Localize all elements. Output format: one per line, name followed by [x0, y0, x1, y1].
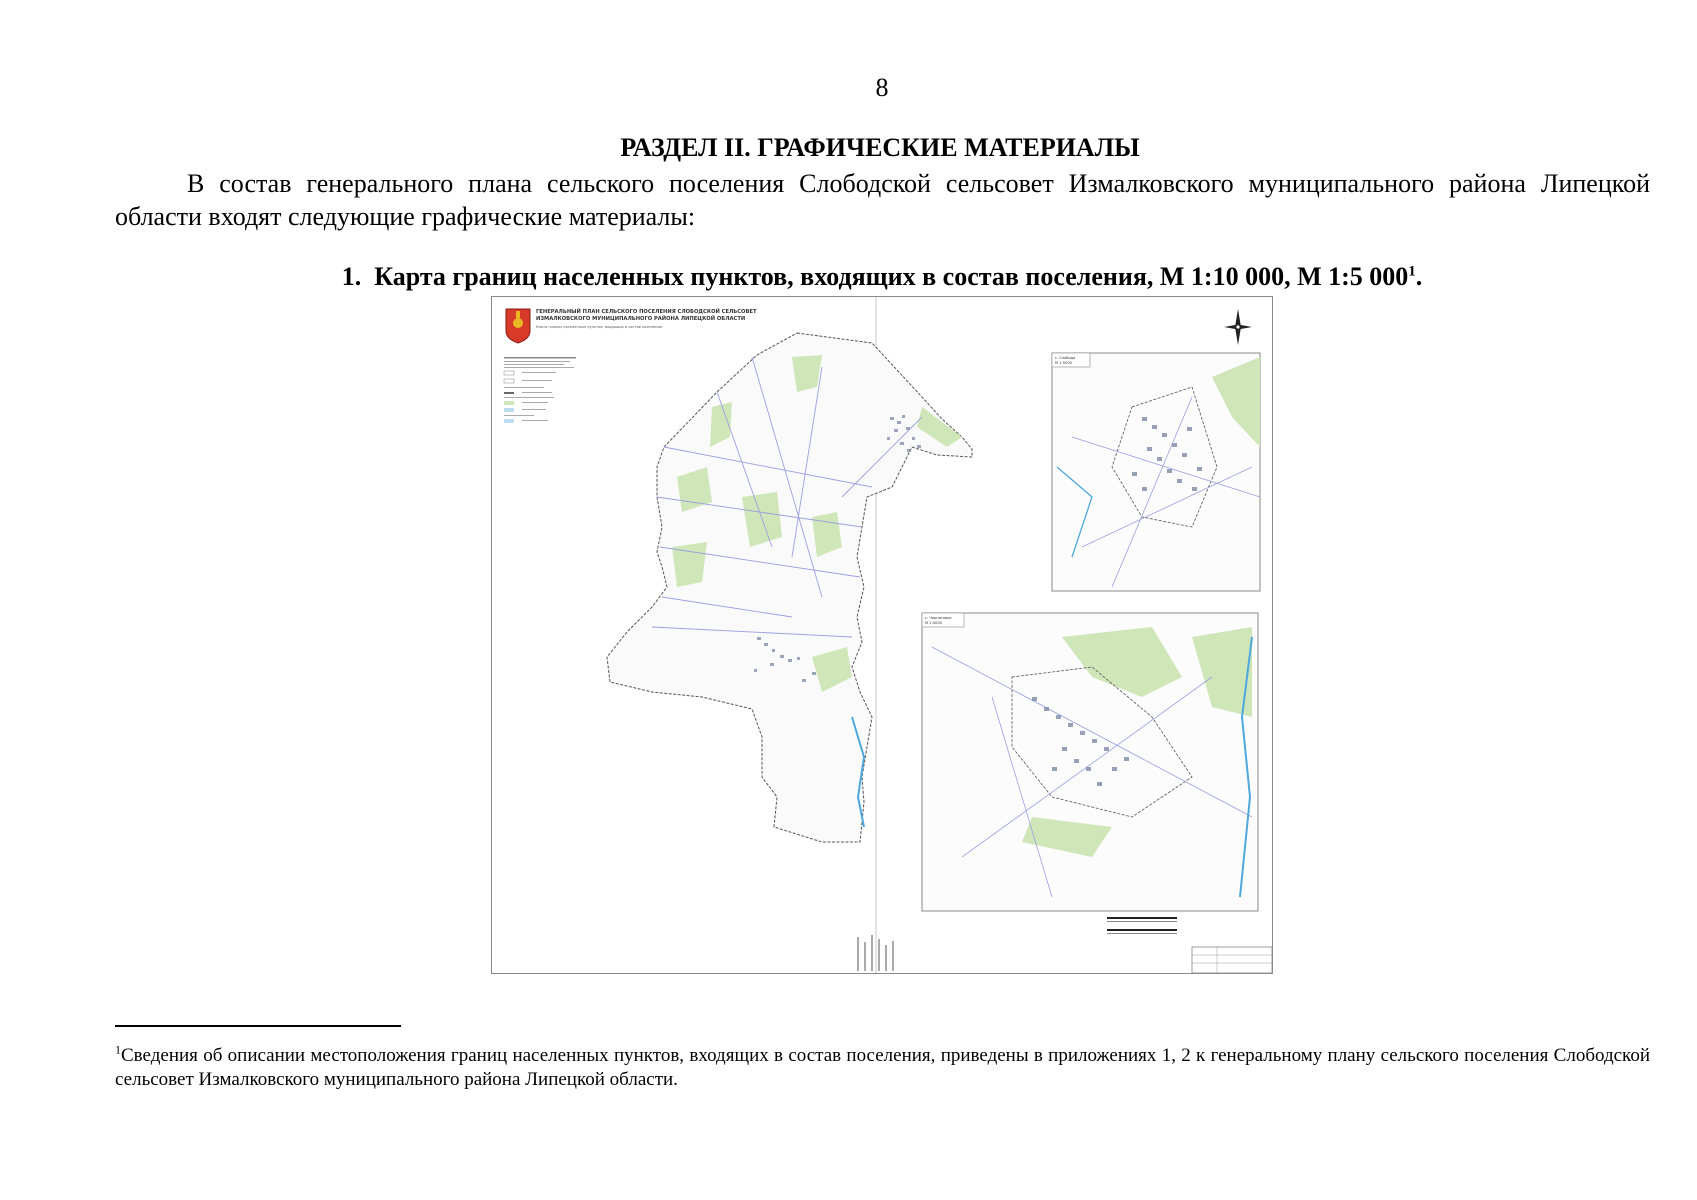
map-title-line2: ИЗМАЛКОВСКОГО МУНИЦИПАЛЬНОГО РАЙОНА ЛИПЕЦКОЙ ОБЛАСТИ: [536, 316, 746, 322]
inset-bottom-scale: М 1:5000: [925, 621, 942, 625]
emblem-icon: [506, 309, 530, 343]
map-legend: [504, 357, 576, 423]
footnote-marker: 1: [115, 1042, 121, 1057]
list-item-number: 1.: [341, 262, 362, 291]
inset-top-label: с. Слобода: [1055, 356, 1076, 360]
list-item-text: Карта границ населенных пунктов, входящих в состав поселения, М 1:10 000, М 1:5 000: [374, 262, 1409, 291]
map-title-line1: ГЕНЕРАЛЬНЫЙ ПЛАН СЕЛЬСКОГО ПОСЕЛЕНИЯ СЛОБОДСКОЙ СЕЛЬСОВЕТ: [536, 309, 757, 315]
title-block-stamp: [1192, 947, 1272, 973]
footnote-reference[interactable]: 1: [1408, 263, 1416, 280]
page-number: 8: [875, 73, 889, 102]
footnote: [115, 1044, 1650, 1092]
list-item-trailing: .: [1415, 262, 1423, 291]
intro-paragraph: В состав генерального плана сельского поселения Слободской сельсовет Измалковского муниципального района Липецкой области входят следующие графические материалы:: [115, 169, 1650, 231]
inset-map-top: [1052, 353, 1260, 591]
list-item-heading: [0, 262, 1697, 292]
section-title: РАЗДЕЛ II. ГРАФИЧЕСКИЕ МАТЕРИАЛЫ: [620, 133, 1140, 162]
inset-map-bottom: [922, 613, 1258, 911]
footnote-text: Сведения об описании местоположения границ населенных пунктов, входящих в состав поселения, приведены в приложениях 1, 2 к генеральному плану сельского поселения Слободской сельсовет Измалковского муниципального района Липецкой области.: [115, 1045, 1650, 1090]
map-figure: [491, 296, 1273, 974]
inset-top-scale: М 1:5000: [1055, 361, 1072, 365]
footnote-divider: [115, 1025, 401, 1027]
inset-bottom-label: с. Черниговка: [925, 616, 952, 620]
main-territory: [607, 333, 972, 842]
map-image: [492, 297, 1272, 973]
scale-bar: [1107, 917, 1177, 934]
map-subtitle: Карта границ населенных пунктов, входящих в состав поселения: [536, 325, 662, 329]
north-arrow-icon: [1224, 309, 1252, 345]
